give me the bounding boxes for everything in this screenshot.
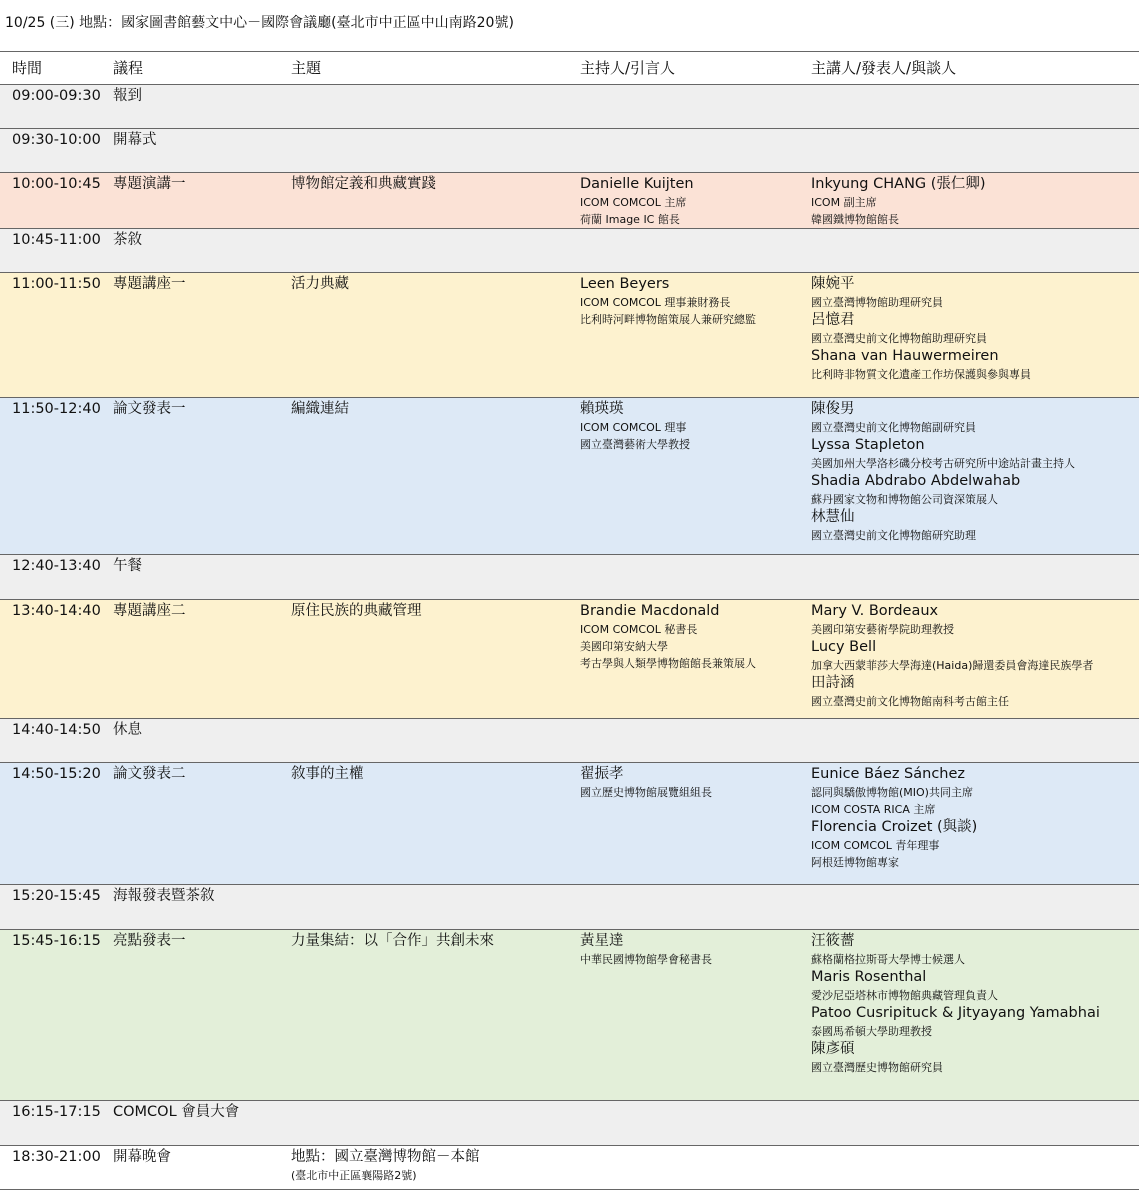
- speaker-entry: [811, 436, 1134, 472]
- agenda-cell: [113, 229, 288, 250]
- agenda-cell: [113, 555, 288, 576]
- agenda-text: 休息: [113, 722, 142, 738]
- speaker-title: 阿根廷博物館專家: [811, 856, 899, 869]
- speaker-title: 美國印第安藝術學院助理教授: [811, 623, 954, 636]
- topic-cell: [291, 398, 576, 419]
- speaker-entry: [811, 600, 1134, 638]
- agenda-text: 午餐: [113, 558, 142, 574]
- speakers-cell: [811, 273, 1134, 383]
- time-text: 15:45-16:15: [12, 933, 101, 949]
- speaker-name: Shana van Hauwermeiren: [811, 348, 999, 364]
- host-name: Brandie Macdonald: [580, 603, 720, 619]
- header-time: 時間: [12, 59, 43, 77]
- time-text: 09:30-10:00: [12, 132, 101, 148]
- table-row: [0, 555, 1139, 600]
- host-title: 荷蘭 Image IC 館長: [580, 213, 680, 226]
- topic-cell: [291, 600, 576, 621]
- host-title: 國立臺灣藝術大學教授: [580, 438, 690, 451]
- speaker-entry: [811, 818, 1134, 871]
- table-row: [0, 1146, 1139, 1190]
- speakers-cell: [811, 398, 1134, 544]
- host-name: 黃星達: [580, 933, 624, 949]
- topic-cell: [291, 173, 576, 194]
- time-text: 12:40-13:40: [12, 558, 101, 574]
- table-row: [0, 129, 1139, 173]
- time-cell: [12, 719, 110, 740]
- speaker-entry: [811, 674, 1134, 710]
- agenda-text: 海報發表暨茶敘: [113, 888, 215, 904]
- table-header: [0, 52, 1139, 85]
- agenda-cell: [113, 930, 288, 951]
- speaker-name: Patoo Cusripituck & Jityayang Yamabhai: [811, 1005, 1100, 1021]
- host-name: 賴瑛瑛: [580, 401, 624, 417]
- topic-text: 敘事的主權: [291, 766, 364, 782]
- host-cell: [580, 273, 808, 328]
- agenda-cell: [113, 600, 288, 621]
- time-text: 11:50-12:40: [12, 401, 101, 417]
- speakers-cell: [811, 173, 1134, 228]
- agenda-text: 專題講座一: [113, 276, 186, 292]
- topic-cell: [291, 273, 576, 294]
- table-row: [0, 763, 1139, 885]
- host-title: 美國印第安納大學: [580, 640, 668, 653]
- time-cell: [12, 85, 110, 106]
- agenda-text: 專題講座二: [113, 603, 186, 619]
- agenda-cell: [113, 129, 288, 150]
- table-row: [0, 273, 1139, 398]
- topic-cell: [291, 1146, 576, 1184]
- speaker-title: 認同與驕傲博物館(MIO)共同主席: [811, 786, 973, 799]
- table-row: [0, 600, 1139, 719]
- speaker-title: 比利時非物質文化遺產工作坊保護與參與專員: [811, 368, 1031, 381]
- host-title: ICOM COMCOL 理事: [580, 421, 687, 434]
- time-cell: [12, 555, 110, 576]
- time-text: 10:45-11:00: [12, 232, 101, 248]
- agenda-cell: [113, 719, 288, 740]
- table-row: [0, 85, 1139, 129]
- speaker-name: 呂憶君: [811, 312, 855, 328]
- time-cell: [12, 930, 110, 951]
- agenda-cell: [113, 85, 288, 106]
- speaker-name: Florencia Croizet (與談): [811, 819, 978, 835]
- agenda-text: 茶敘: [113, 232, 142, 248]
- time-cell: [12, 173, 110, 194]
- speaker-title: 國立臺灣史前文化博物館副研究員: [811, 421, 976, 434]
- speaker-title: 國立臺灣史前文化博物館南科考古館主任: [811, 695, 1009, 708]
- agenda-cell: [113, 273, 288, 294]
- speaker-title: ICOM 副主席: [811, 196, 877, 209]
- host-cell: [580, 930, 808, 968]
- speaker-name: Lyssa Stapleton: [811, 437, 925, 453]
- speaker-name: 陳俊男: [811, 401, 855, 417]
- table-row: [0, 930, 1139, 1101]
- time-text: 10:00-10:45: [12, 176, 101, 192]
- agenda-cell: [113, 173, 288, 194]
- speaker-name: 陳婉平: [811, 276, 855, 292]
- host-cell: [580, 398, 808, 453]
- topic-cell: [291, 930, 576, 951]
- time-text: 11:00-11:50: [12, 276, 101, 292]
- speaker-title: 國立臺灣博物館助理研究員: [811, 296, 943, 309]
- speaker-entry: [811, 311, 1134, 347]
- table-row: [0, 229, 1139, 273]
- agenda-cell: [113, 398, 288, 419]
- host-title: ICOM COMCOL 秘書長: [580, 623, 698, 636]
- agenda-text: COMCOL 會員大會: [113, 1104, 240, 1120]
- speaker-name: 陳彥碩: [811, 1041, 855, 1057]
- speaker-entry: [811, 1040, 1134, 1076]
- time-cell: [12, 229, 110, 250]
- speaker-entry: [811, 968, 1134, 1004]
- table-row: [0, 173, 1139, 229]
- speaker-entry: [811, 508, 1134, 544]
- topic-cell: [291, 763, 576, 784]
- speaker-title: 蘇格蘭格拉斯哥大學博士候選人: [811, 953, 965, 966]
- host-title: 國立歷史博物館展覽組組長: [580, 786, 712, 799]
- speaker-title: 韓國鐵博物館館長: [811, 213, 899, 226]
- speaker-name: Shadia Abdrabo Abdelwahab: [811, 473, 1021, 489]
- speaker-title: 泰國馬希頓大學助理教授: [811, 1025, 932, 1038]
- topic-text: 力量集結：以「合作」共創未來: [291, 933, 494, 949]
- speaker-entry: [811, 1004, 1134, 1040]
- header-host: 主持人/引言人: [580, 59, 676, 77]
- table-row: [0, 398, 1139, 555]
- speaker-entry: [811, 273, 1134, 311]
- agenda-text: 開幕式: [113, 132, 157, 148]
- time-text: 14:50-15:20: [12, 766, 101, 782]
- topic-text: 編織連結: [291, 401, 349, 417]
- topic-text: 博物館定義和典藏實踐: [291, 176, 436, 192]
- host-name: Danielle Kuijten: [580, 176, 694, 192]
- host-title: 比利時河畔博物館策展人兼研究總監: [580, 313, 756, 326]
- agenda-text: 論文發表一: [113, 401, 186, 417]
- speaker-name: 汪筱薔: [811, 933, 855, 949]
- time-cell: [12, 1101, 110, 1122]
- speaker-entry: [811, 930, 1134, 968]
- speaker-name: 林慧仙: [811, 509, 855, 525]
- agenda-text: 論文發表二: [113, 766, 186, 782]
- agenda-text: 專題演講一: [113, 176, 186, 192]
- speaker-title: 愛沙尼亞塔林市博物館典藏管理負責人: [811, 989, 998, 1002]
- table-row: [0, 1101, 1139, 1146]
- speaker-entry: [811, 398, 1134, 436]
- time-cell: [12, 763, 110, 784]
- header-agenda: 議程: [113, 59, 144, 77]
- header-topic: 主題: [291, 59, 322, 77]
- time-cell: [12, 398, 110, 419]
- speakers-cell: [811, 600, 1134, 710]
- speaker-entry: [811, 173, 1134, 228]
- page-title: 10/25 (三) 地點：國家圖書館藝文中心－國際會議廳(臺北市中正區中山南路20號): [5, 15, 514, 31]
- speaker-name: Lucy Bell: [811, 639, 877, 655]
- agenda-text: 報到: [113, 88, 142, 104]
- speaker-name: Inkyung CHANG (張仁卿): [811, 176, 986, 192]
- speaker-title: ICOM COMCOL 青年理事: [811, 839, 940, 852]
- topic-text: 活力典藏: [291, 276, 349, 292]
- agenda-text: 亮點發表一: [113, 933, 186, 949]
- speaker-entry: [811, 638, 1134, 674]
- speaker-name: Maris Rosenthal: [811, 969, 927, 985]
- host-title: ICOM COMCOL 理事兼財務長: [580, 296, 731, 309]
- agenda-text: 開幕晚會: [113, 1149, 171, 1165]
- time-cell: [12, 885, 110, 906]
- agenda-cell: [113, 1101, 288, 1122]
- speakers-cell: [811, 930, 1134, 1076]
- speaker-name: Mary V. Bordeaux: [811, 603, 939, 619]
- speaker-title: 美國加州大學洛杉磯分校考古研究所中途站計畫主持人: [811, 457, 1075, 470]
- time-cell: [12, 129, 110, 150]
- host-cell: [580, 600, 808, 672]
- speaker-name: 田詩涵: [811, 675, 855, 691]
- time-text: 16:15-17:15: [12, 1104, 101, 1120]
- host-title: 中華民國博物館學會秘書長: [580, 953, 712, 966]
- speaker-title: 加拿大西蒙菲莎大學海達(Haida)歸還委員會海達民族學者: [811, 659, 1094, 672]
- topic-note: (臺北市中正區襄陽路2號): [291, 1169, 417, 1182]
- time-text: 09:00-09:30: [12, 88, 101, 104]
- topic-text: 原住民族的典藏管理: [291, 603, 422, 619]
- speaker-entry: [811, 763, 1134, 818]
- host-cell: [580, 763, 808, 801]
- speaker-entry: [811, 472, 1134, 508]
- speaker-title: 國立臺灣歷史博物館研究員: [811, 1061, 943, 1074]
- time-cell: [12, 1146, 110, 1167]
- table-row: [0, 719, 1139, 763]
- speaker-title: 國立臺灣史前文化博物館助理研究員: [811, 332, 987, 345]
- time-text: 18:30-21:00: [12, 1149, 101, 1165]
- time-cell: [12, 600, 110, 621]
- time-cell: [12, 273, 110, 294]
- time-text: 14:40-14:50: [12, 722, 101, 738]
- host-name: 翟振孝: [580, 766, 624, 782]
- time-text: 15:20-15:45: [12, 888, 101, 904]
- topic-text: 地點：國立臺灣博物館－本館: [291, 1149, 480, 1165]
- speaker-name: Eunice Báez Sánchez: [811, 766, 966, 782]
- agenda-cell: [113, 885, 288, 906]
- host-title: ICOM COMCOL 主席: [580, 196, 687, 209]
- speaker-title: 蘇丹國家文物和博物館公司資深策展人: [811, 493, 998, 506]
- time-text: 13:40-14:40: [12, 603, 101, 619]
- speaker-title: 國立臺灣史前文化博物館研究助理: [811, 529, 976, 542]
- agenda-cell: [113, 1146, 288, 1167]
- table-row: [0, 885, 1139, 930]
- agenda-cell: [113, 763, 288, 784]
- host-title: 考古學與人類學博物館館長兼策展人: [580, 657, 756, 670]
- speaker-entry: [811, 347, 1134, 383]
- speakers-cell: [811, 763, 1134, 871]
- schedule-table: [0, 51, 1139, 1190]
- host-cell: [580, 173, 808, 228]
- header-speakers: 主講人/發表人/與談人: [811, 59, 957, 77]
- host-name: Leen Beyers: [580, 276, 670, 292]
- speaker-title: ICOM COSTA RICA 主席: [811, 803, 936, 816]
